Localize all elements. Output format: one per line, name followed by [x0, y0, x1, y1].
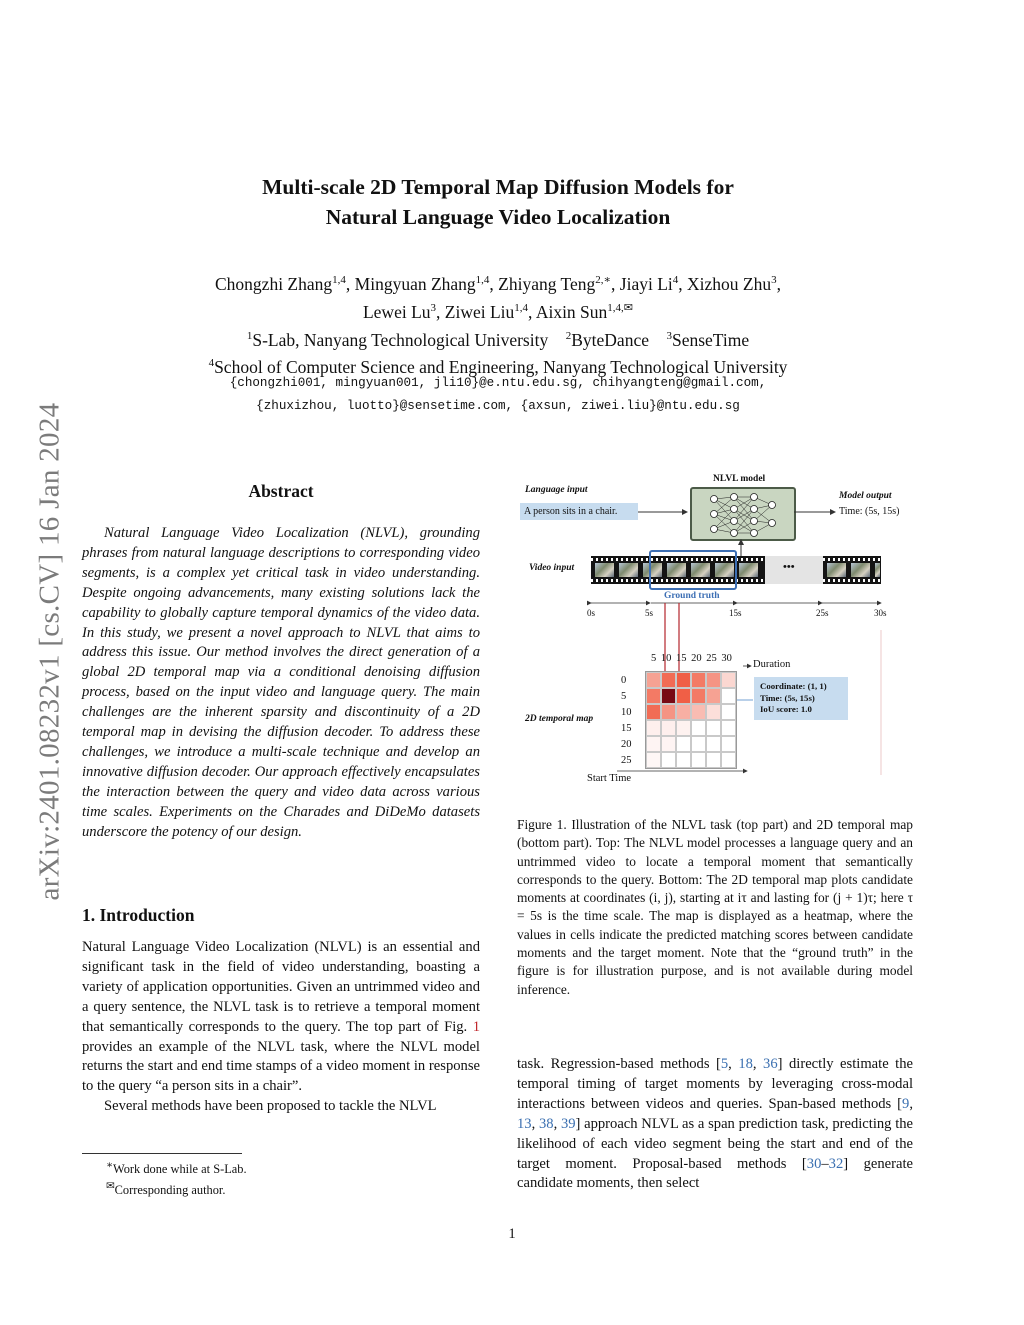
heatmap-cell-1-1: [661, 688, 676, 704]
column-2-paragraph: task. Regression-based methods [5, 18, 36] directly estimate the temporal timing of target moments by leveraging cross-modal interactions between videos and queries. Span-based methods [9, 13, 38, 39] approach NLVL as a span prediction task, predicting the likelihood of each video segment being the start and end of the target moment. Proposal-based methods [30–32] generate candidate moments, then select: [517, 1056, 914, 1192]
citation-38[interactable]: 38: [538, 1115, 554, 1132]
figure-1-caption: [517, 816, 913, 999]
heatmap-cell-1-0: [646, 688, 661, 704]
email-block: [160, 372, 836, 418]
start-tick-1: 5: [621, 691, 627, 702]
arxiv-identifier: arXiv:2401.08232v1 [cs.CV] 16 Jan 2024: [33, 402, 66, 901]
author-block: [130, 268, 866, 379]
temporal-map-label: 2D temporal map: [525, 714, 594, 724]
email-line-2: {zhuxizhou, luotto}@sensetime.com, {axsun, ziwei.liu}@ntu.edu.sg: [256, 399, 740, 413]
time-tick-2: 15s: [729, 608, 742, 618]
duration-axis-label: Duration: [753, 659, 791, 670]
heatmap-cell-5-4: [706, 752, 721, 768]
citation-9[interactable]: 9: [902, 1095, 910, 1112]
heatmap-cell-5-2: [676, 752, 691, 768]
temporal-heatmap: [645, 671, 737, 769]
heatmap-cell-0-5: [721, 672, 736, 688]
heatmap-cell-1-3: [691, 688, 706, 704]
citation-36[interactable]: 36: [763, 1056, 778, 1072]
affiliation-line-1: $^1$S-Lab, Nanyang Technological University $^2$ByteDance $^3$SenseTime: [246, 329, 750, 350]
start-time-axis-label: Start Time: [587, 773, 632, 784]
heatmap-cell-2-3: [691, 704, 706, 720]
ground-truth-label: Ground truth: [664, 591, 720, 601]
footnote-2: ✉Corresponding author.: [106, 1181, 226, 1198]
nlvl-model-label: NLVL model: [713, 474, 766, 484]
abstract-heading: Abstract: [248, 481, 314, 501]
video-film-strip-2: [823, 556, 881, 584]
start-tick-4: 20: [621, 739, 632, 750]
heatmap-cell-1-4: [706, 688, 721, 704]
author-line-1: Chongzhi Zhang$^{1,4}$, Mingyuan Zhang$^{1,4}$, Zhiyang Teng$^{2,∗}$, Jiayi Li$^4$, Xizhou Zhu$^3$,: [215, 273, 781, 294]
start-tick-0: 0: [621, 675, 627, 686]
title-line-2: Natural Language Video Localization: [325, 205, 671, 229]
figure-reference-link[interactable]: 1: [472, 1018, 480, 1035]
start-tick-3: 15: [621, 723, 632, 734]
title-line-1: Multi-scale 2D Temporal Map Diffusion Models for: [262, 175, 734, 199]
language-query-box: A person sits in a chair.: [520, 503, 638, 520]
heatmap-cell-5-3: [691, 752, 706, 768]
abstract-text: Natural Language Video Localization (NLVL), grounding phrases from natural language descriptions to corresponding video segments, is a complex yet critical task in video understanding. Despite ongoing advancements, many existing solutions lack the capability to globally capture temporal dynamics of the video data. In this study, we present a novel approach to NLVL that aims to address this issue. Our method involves the direct generation of a global 2D temporal map via a conditional denoising diffusion process, based on the input video and language query. The main challenges are the inherent sparsity and discontinuity of a 2D temporal map in devising the diffusion decoder. To address these challenges, we introduce a multi-scale technique and develop an innovative diffusion decoder. Our approach effectively encapsulates the interaction between the query and video data across various time scales. Experiments on the Charades and DiDeMo datasets underscore the potency of our design.: [82, 525, 480, 840]
video-film-strip-gap: [765, 556, 823, 584]
email-line-1: {chongzhi001, mingyuan001, jli10}@e.ntu.edu.sg, chihyangteng@gmail.com,: [229, 376, 767, 390]
intro-paragraph-2: Several methods have been proposed to tackle the NLVL: [104, 1098, 437, 1115]
introduction-body: [82, 938, 480, 1117]
heatmap-cell-4-4: [706, 736, 721, 752]
model-output-value: Time: (5s, 15s): [839, 506, 900, 517]
figure-1: [515, 470, 915, 800]
output-time: Time: (5s, 15s): [760, 692, 815, 703]
heatmap-cell-0-3: [691, 672, 706, 688]
footnote-1: ∗Work done while at S-Lab.: [106, 1160, 247, 1177]
heatmap-cell-3-5: [721, 720, 736, 736]
time-tick-1: 5s: [645, 608, 654, 618]
heatmap-cell-3-3: [691, 720, 706, 736]
heatmap-cell-3-2: [676, 720, 691, 736]
heatmap-cell-2-5: [721, 704, 736, 720]
model-output-label: Model output: [839, 491, 892, 501]
time-tick-4: 30s: [874, 608, 887, 618]
heatmap-cell-4-5: [721, 736, 736, 752]
column-2-body: [517, 1055, 913, 1194]
paper-title: [150, 172, 846, 232]
heatmap-cell-2-2: [676, 704, 691, 720]
film-ellipsis: •••: [783, 561, 795, 573]
start-tick-5: 25: [621, 755, 632, 766]
introduction-heading: 1. Introduction: [82, 905, 195, 925]
heatmap-cell-0-2: [676, 672, 691, 688]
output-iou: IoU score: 1.0: [760, 704, 812, 714]
output-coordinate: Coordinate: (1, 1): [760, 681, 827, 691]
heatmap-cell-5-1: [661, 752, 676, 768]
heatmap-cell-4-0: [646, 736, 661, 752]
citation-5[interactable]: 5: [720, 1056, 729, 1072]
heatmap-cell-4-2: [676, 736, 691, 752]
author-line-2: Lewei Lu$^3$, Ziwei Liu$^{1,4}$, Aixin Sun$^{1,4,✉}$: [362, 301, 634, 322]
heatmap-cell-3-0: [646, 720, 661, 736]
abstract-body: [82, 524, 480, 843]
duration-ticks: 5 10 15 20 25 30: [651, 653, 732, 664]
time-tick-3: 25s: [816, 608, 829, 618]
heatmap-cell-1-5: [721, 688, 736, 704]
heatmap-cell-3-4: [706, 720, 721, 736]
footnotes: [82, 1157, 480, 1199]
ground-truth-box: [649, 550, 737, 590]
heatmap-cell-5-0: [646, 752, 661, 768]
time-tick-0: 0s: [587, 608, 596, 618]
heatmap-cell-2-4: [706, 704, 721, 720]
heatmap-cell-0-4: [706, 672, 721, 688]
heatmap-cell-5-5: [721, 752, 736, 768]
heatmap-cell-2-0: [646, 704, 661, 720]
citation-39[interactable]: 39: [560, 1115, 576, 1132]
page-number: 1: [508, 1226, 516, 1242]
heatmap-cell-2-1: [661, 704, 676, 720]
language-input-label: Language input: [525, 485, 588, 495]
map-output-box: [754, 677, 848, 720]
heatmap-cell-3-1: [661, 720, 676, 736]
citation-13[interactable]: 13: [517, 1115, 532, 1132]
footnote-rule: [82, 1153, 242, 1154]
heatmap-cell-1-2: [676, 688, 691, 704]
video-input-label: Video input: [529, 563, 575, 573]
heatmap-cell-4-3: [691, 736, 706, 752]
citation-18[interactable]: 18: [738, 1056, 753, 1072]
intro-paragraph-1: Natural Language Video Localization (NLVL) is an essential and significant task in the field of video understanding, boasting a variety of application opportunities. Given an untrimmed video and a query sentence, the NLVL task is to retrieve a temporal moment that semantically corresponds to the query. The top part of Fig. 1 provides an example of the NLVL task, where the NLVL model returns the start and end time stamps of a video moment in response to the query “a person sits in a chair”.: [82, 939, 480, 1095]
heatmap-cell-0-1: [661, 672, 676, 688]
caption-text: Figure 1. Illustration of the NLVL task (top part) and 2D temporal map (bottom part). Top: The NLVL model processes a language query and an untrimmed video to locate a temporal moment that semantically corresponds to the query. Bottom: The 2D temporal map plots candidate moments at coordinates (i, j), starting at iτ and lasting for (j + 1)τ; here τ = 5s is the time scale. The map is displayed as a heatmap, where the values in cells indicate the predicted matching scores between candidate moments and the target moment. Note that the “ground truth” in the figure is for illustration purpose, and is not available during model inference.: [517, 817, 913, 997]
start-tick-2: 10: [621, 707, 632, 718]
heatmap-cell-0-0: [646, 672, 661, 688]
heatmap-cell-4-1: [661, 736, 676, 752]
citation-30[interactable]: 30: [806, 1155, 822, 1172]
citation-32[interactable]: 32: [828, 1155, 844, 1172]
affiliation-line-2: $^4$School of Computer Science and Engineering, Nanyang Technological University: [208, 357, 788, 378]
